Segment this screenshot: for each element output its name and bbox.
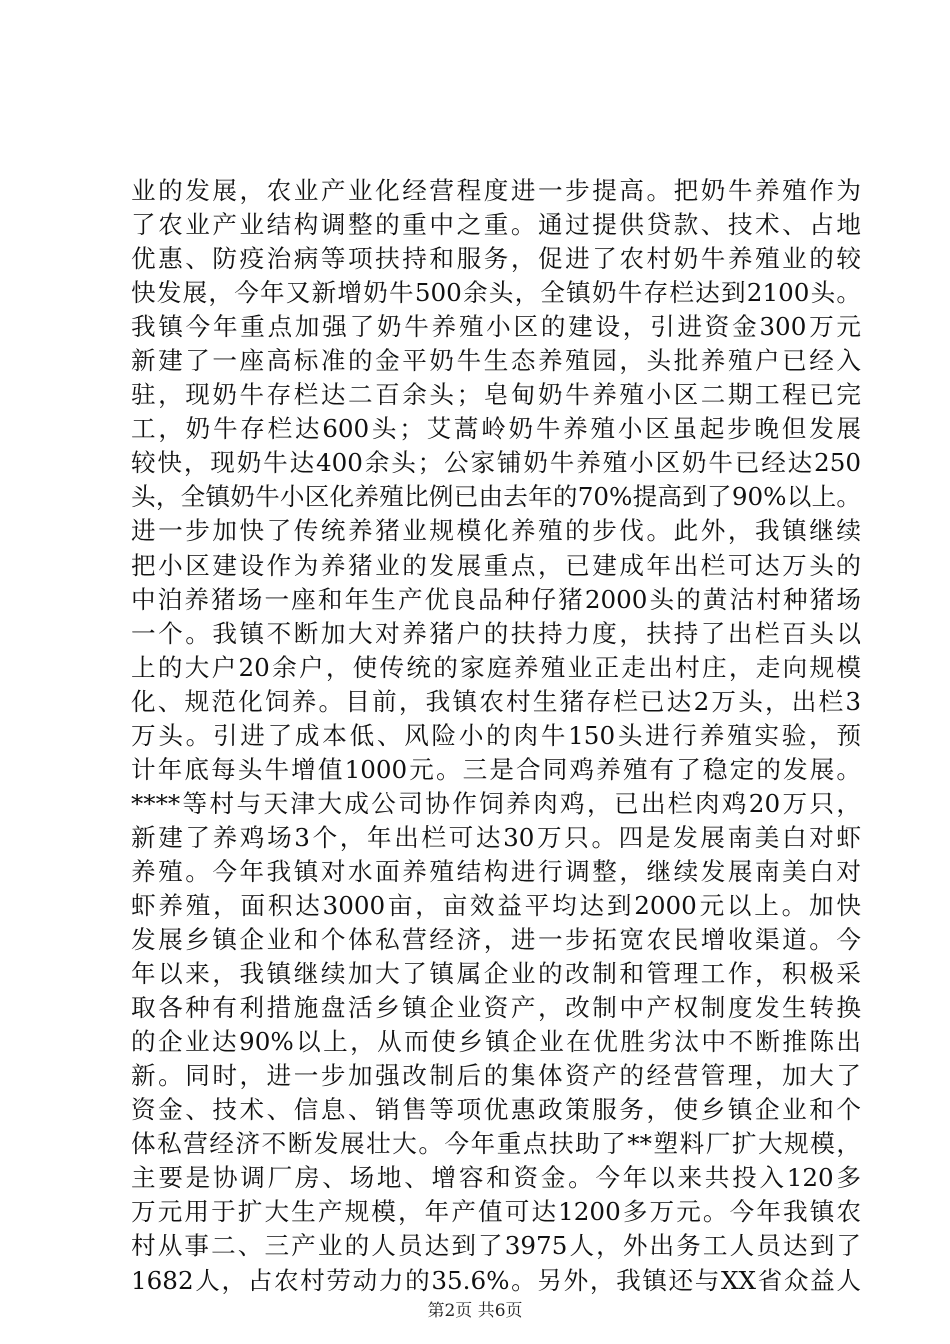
text-line: 化、规范化饲养。目前，我镇农村生猪存栏已达2万头，出栏3: [131, 686, 861, 716]
text-line: 年以来，我镇继续加大了镇属企业的改制和管理工作，积极采: [131, 959, 861, 989]
text-line: 的企业达90%以上，从而使乡镇企业在优胜劣汰中不断推陈出: [131, 1027, 861, 1057]
text-line: 一个。我镇不断加大对养猪户的扶持力度，扶持了出栏百头以: [131, 618, 861, 648]
text-line: 驻，现奶牛存栏达二百余头；皂甸奶牛养殖小区二期工程已完: [131, 380, 861, 410]
text-line: 新建了养鸡场3个，年出栏可达30万只。四是发展南美白对虾: [131, 822, 861, 852]
text-line: 我镇今年重点加强了奶牛养殖小区的建设，引进资金300万元: [131, 312, 861, 342]
text-line: 万头。引进了成本低、风险小的肉牛150头进行养殖实验，预: [131, 720, 861, 750]
text-line: 把小区建设作为养猪业的发展重点，已建成年出栏可达万头的: [131, 550, 861, 580]
body-text: [131, 174, 861, 1298]
text-line: 中泊养猪场一座和年生产优良品种仔猪2000头的黄沽村种猪场: [131, 584, 861, 614]
text-line: 了农业产业结构调整的重中之重。通过提供贷款、技术、占地: [131, 210, 861, 240]
text-line: 资金、技术、信息、销售等项优惠政策服务，使乡镇企业和个: [131, 1095, 861, 1125]
text-line: 头，全镇奶牛小区化养殖比例已由去年的70%提高到了90%以上。: [131, 482, 861, 512]
text-line: 新建了一座高标准的金平奶牛生态养殖园，头批养殖户已经入: [131, 346, 861, 376]
page-number-footer: 第2页 共6页: [427, 1301, 523, 1321]
text-line: 较快，现奶牛达400余头；公家铺奶牛养殖小区奶牛已经达250: [131, 448, 861, 478]
text-line: 虾养殖，面积达3000亩，亩效益平均达到2000元以上。加快: [131, 890, 861, 920]
text-line: 万元用于扩大生产规模，年产值可达1200多万元。今年我镇农: [131, 1197, 861, 1227]
text-line: 新。同时，进一步加强改制后的集体资产的经营管理，加大了: [131, 1061, 861, 1091]
text-line: 业的发展，农业产业化经营程度进一步提高。把奶牛养殖作为: [131, 176, 861, 205]
text-line: 1682人，占农村劳动力的35.6%。另外，我镇还与XX省众益人: [131, 1265, 861, 1295]
text-line: 体私营经济不断发展壮大。今年重点扶助了**塑料厂扩大规模，: [131, 1129, 861, 1159]
text-line: 养殖。今年我镇对水面养殖结构进行调整，继续发展南美白对: [131, 856, 861, 886]
text-line: 发展乡镇企业和个体私营经济，进一步拓宽农民增收渠道。今: [131, 925, 861, 955]
text-line: 优惠、防疫治病等项扶持和服务，促进了农村奶牛养殖业的较: [131, 244, 861, 274]
text-line: 进一步加快了传统养猪业规模化养殖的步伐。此外，我镇继续: [131, 516, 861, 546]
text-line: 快发展，今年又新增奶牛500余头，全镇奶牛存栏达到2100头。: [131, 278, 861, 308]
text-line: ****等村与天津大成公司协作饲养肉鸡，已出栏肉鸡20万只，: [131, 788, 861, 818]
text-line: 村从事二、三产业的人员达到了3975人，外出务工人员达到了: [131, 1231, 861, 1261]
text-line: 上的大户20余户，使传统的家庭养殖业正走出村庄，走向规模: [131, 652, 861, 682]
text-line: 计年底每头牛增值1000元。三是合同鸡养殖有了稳定的发展。: [131, 754, 861, 784]
text-line: 工，奶牛存栏达600头；艾蒿岭奶牛养殖小区虽起步晚但发展: [131, 414, 861, 444]
text-line: 取各种有利措施盘活乡镇企业资产，改制中产权制度发生转换: [131, 993, 861, 1023]
text-line: 主要是协调厂房、场地、增容和资金。今年以来共投入120多: [131, 1163, 861, 1193]
